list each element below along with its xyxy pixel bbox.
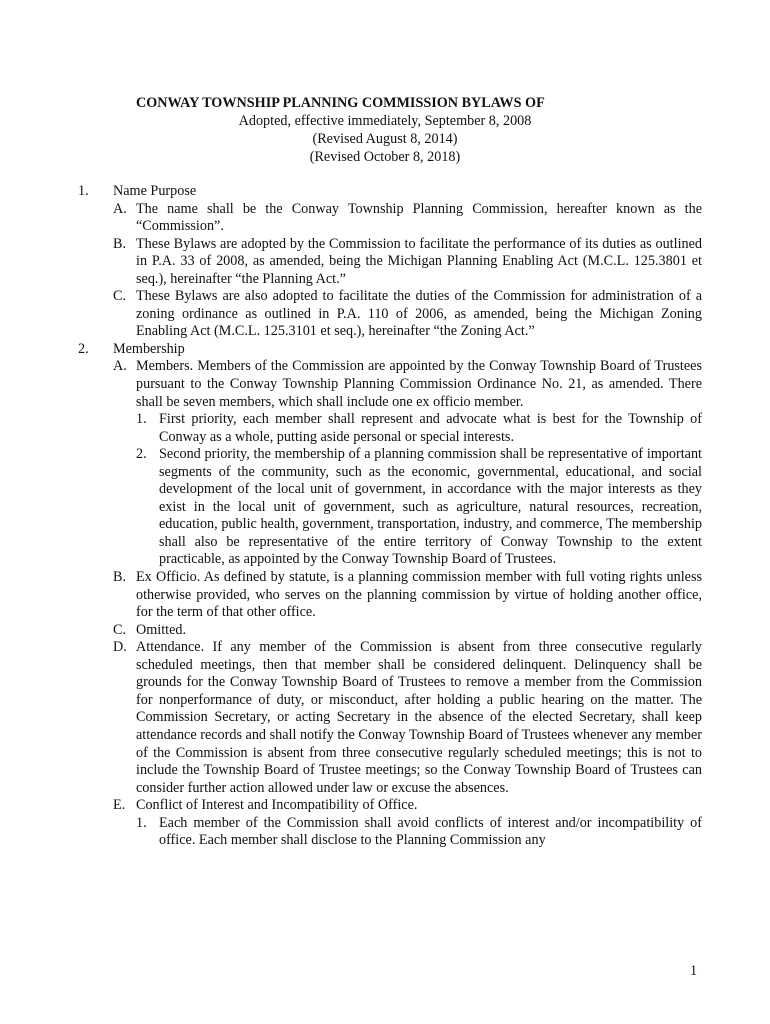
sub-item-text: First priority, each member shall represent and advocate what is best for the Township of Conway as a whole, putting aside personal or special interests.: [159, 411, 702, 445]
list-item: [113, 201, 702, 236]
sub-list-item: [136, 815, 702, 850]
item-text: Omitted.: [136, 621, 187, 638]
section-heading: [78, 183, 702, 201]
item-text: These Bylaws are also adopted to facilitate the duties of the Commission for administration of a zoning ordinance as outlined in P.A. 110 of 2006, as amended, being the Michigan Zoning Enabling Act (M.C.L. 125.3101 et seq.), hereinafter “the Zoning Act.”: [136, 288, 702, 340]
sub-item-text: Each member of the Commission shall avoid conflicts of interest and/or incompatibility of office. Each member shall disclose to the Planning Commission any: [159, 814, 702, 849]
list-item: [113, 639, 702, 797]
list-item: [113, 236, 702, 289]
sub-item-label: 2.: [136, 446, 147, 463]
item-label: A.: [113, 200, 127, 217]
revised-line-1: (Revised August 8, 2014): [312, 131, 458, 147]
list-item: [113, 288, 702, 341]
sub-list-item: [136, 446, 702, 569]
bylaws-body: [78, 183, 702, 850]
adopted-line: Adopted, effective immediately, September 8, 2008: [238, 113, 532, 129]
sub-list-item: [136, 411, 702, 446]
item-label: D.: [113, 639, 127, 656]
page-number: 1: [690, 963, 698, 979]
item-label: B.: [113, 569, 127, 586]
revised-line-2: (Revised October 8, 2018): [309, 149, 461, 165]
list-item: [113, 797, 702, 815]
document-title: CONWAY TOWNSHIP PLANNING COMMISSION BYLAWS OF: [136, 95, 545, 111]
section-number: 2.: [78, 340, 89, 357]
section-number: 1.: [78, 183, 89, 199]
item-text: Attendance. If any member of the Commission is absent from three consecutive regularly scheduled meetings, then that member shall be considered delinquent. Delinquency shall be grounds for the Conway Township Board of Trustees to remove a member from the Commission for nonperformance of duty, or misconduct, after holding a public hearing on the matter. The Commission Secretary, or acting Secretary in the absence of the elected Secretary, shall keep attendance records and shall notify the Conway Township Board of Trustees whenever any member of the Commission is absent from three consecutive regularly scheduled meetings; this is not to include the Township Board of Trustee meetings; so the Conway Township Board of Trustees can consider further action allowed under law or excuse the absences.: [136, 639, 702, 796]
item-label: C.: [113, 621, 127, 638]
item-text: Conflict of Interest and Incompatibility of Office.: [136, 797, 418, 814]
item-text: Ex Officio. As defined by statute, is a planning commission member with full voting rights unless otherwise provided, who serves on the planning commission by virtue of holding another office, for the term of that other office.: [136, 569, 702, 621]
list-item: [113, 358, 702, 411]
section-title: Name Purpose: [113, 183, 197, 199]
sub-item-label: 1.: [136, 411, 147, 428]
section-title: Membership: [113, 340, 185, 357]
item-label: C.: [113, 288, 127, 305]
item-text: These Bylaws are adopted by the Commission to facilitate the performance of its duties as outlined in P.A. 33 of 2008, as amended, being the Michigan Planning Enabling Act (M.C.L. 125.3801 et seq.), hereinafter “the Planning Act.”: [136, 235, 702, 287]
list-item: [113, 569, 702, 622]
item-text: The name shall be the Conway Township Planning Commission, hereafter known as the “Commission”.: [136, 200, 702, 235]
item-text: Members. Members of the Commission are appointed by the Conway Township Board of Trustees pursuant to the Conway Township Planning Commission Ordinance No. 21, as amended. There shall be seven members, which shall include one ex officio member.: [136, 358, 702, 410]
list-item: [113, 622, 702, 640]
item-label: A.: [113, 358, 127, 375]
item-label: E.: [113, 797, 126, 814]
sub-item-text: Second priority, the membership of a planning commission shall be representative of important segments of the community, such as the economic, governmental, educational, and social development of the local unit of government, in accordance with the major interests as they exist in the local unit of government, such as agriculture, natural resources, recreation, education, public health, government, transportation, industry, and commerce, The membership shall also be representative of the entire territory of Conway Township to the extent practicable, as appointed by the Conway Township Board of Trustees.: [159, 446, 702, 568]
sub-item-label: 1.: [136, 814, 147, 831]
section-heading: [78, 341, 702, 359]
item-label: B.: [113, 235, 127, 252]
